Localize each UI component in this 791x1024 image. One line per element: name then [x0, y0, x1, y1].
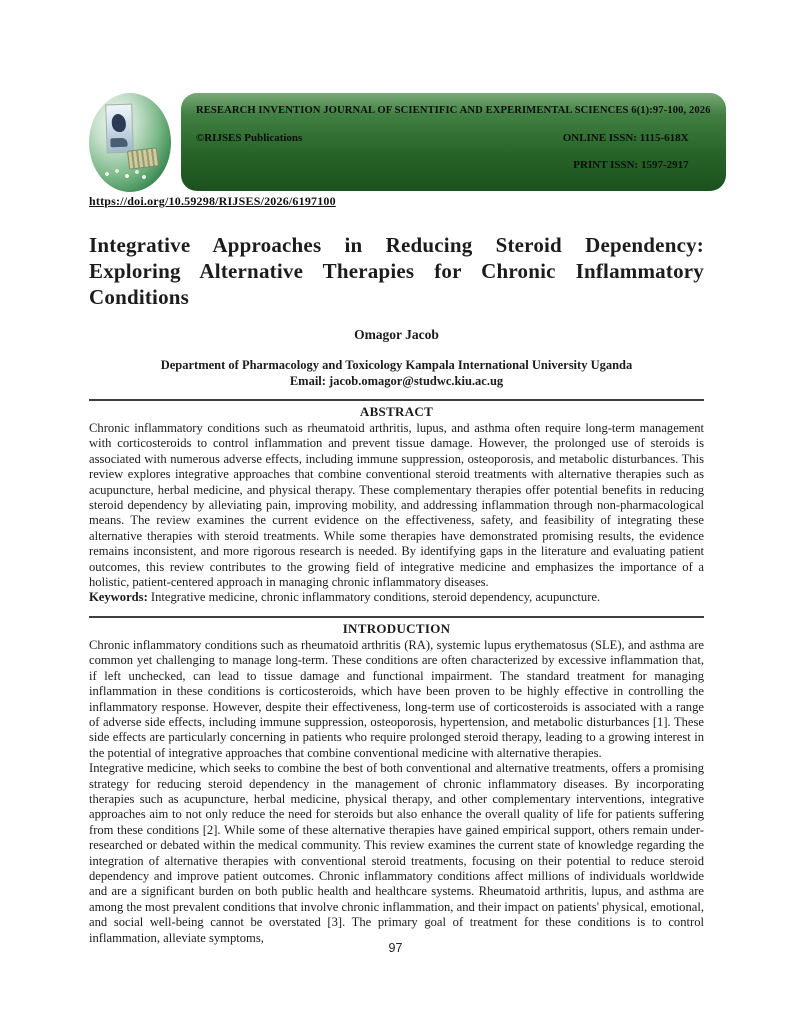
article-title: Integrative Approaches in Reducing Steroid Dependency: Exploring Alternative Therapies for Chronic Inflammatory Conditions: [89, 233, 704, 309]
abstract-heading: ABSTRACT: [359, 404, 434, 419]
doi-link[interactable]: https://doi.org/10.59298/RIJSES/2026/6197100: [89, 194, 336, 208]
journal-banner: [181, 93, 726, 191]
lab-equipment-icon: [127, 147, 159, 170]
scientist-figure-icon: [111, 114, 126, 132]
author-affiliation: Department of Pharmacology and Toxicology Kampala International University Uganda: [160, 358, 633, 372]
intro-paragraph-1: Chronic inflammatory conditions such as rheumatoid arthritis (RA), systemic lupus erythematosus (SLE), and asthma are common yet challenging to manage long-term. These conditions are often characterized by excessive inflammation that, if left unchecked, can lead to tissue damage and functional impairment. The standard treatment for managing inflammation in these conditions is corticosteroids, which have been proven to be highly effective in controlling the inflammatory response. However, despite their effectiveness, long-term use of corticosteroids is associated with a range of adverse side effects, including immune suppression, osteoporosis, hypertension, and metabolic disturbances [1]. These side effects are particularly concerning in patients who require prolonged steroid therapy, leading to a growing interest in the potential of integrative approaches that combine conventional medicine with alternative therapies.: [89, 637, 704, 760]
divider-abstract: [89, 399, 704, 401]
journal-logo: [89, 93, 171, 192]
print-issn: PRINT ISSN: 1597-2917: [573, 159, 689, 171]
keywords-text: Integrative medicine, chronic inflammatory conditions, steroid dependency, acupuncture.: [147, 590, 601, 605]
author-email: Email: jacob.omagor@studwc.kiu.ac.ug: [289, 374, 504, 388]
publisher-label: ©RIJSES Publications: [196, 132, 303, 144]
keywords-label: Keywords:: [89, 590, 148, 605]
decorative-dots: [103, 168, 147, 180]
page-number: 97: [388, 941, 403, 955]
microscope-photo-icon: [105, 104, 134, 154]
intro-paragraph-2: Integrative medicine, which seeks to combine the best of both conventional and alternative treatments, offers a promising strategy for reducing steroid dependency in the management of chronic inflammatory diseases. By incorporating therapies such as acupuncture, herbal medicine, physical therapy, and other complementary interventions, integrative approaches aim to not only reduce the need for steroids but also enhance the overall quality of life for patients suffering from these conditions [2]. While some of these alternative therapies have gained empirical support, others remain under-researched or debated within the medical community. This review examines the current state of knowledge regarding the integration of alternative therapies with conventional steroid treatments, focusing on their potential to reduce steroid dependency and improve patient outcomes. Chronic inflammatory conditions affect millions of individuals worldwide and are a significant burden on both public health and healthcare systems. Rheumatoid arthritis, lupus, and asthma are among the most prevalent conditions that involve chronic inflammation, and their impact on patients' physical, emotional, and social well-being cannot be overstated [3]. The primary goal of treatment for these conditions is to control inflammation, alleviate symptoms,: [89, 761, 704, 945]
journal-header: [89, 93, 711, 191]
introduction-heading: INTRODUCTION: [342, 620, 451, 636]
divider-introduction: [89, 616, 704, 618]
author-name: Omagor Jacob: [354, 327, 439, 342]
keywords-line: [89, 590, 704, 605]
microscope-icon: [110, 138, 127, 148]
online-issn: ONLINE ISSN: 1115-618X: [562, 132, 689, 144]
journal-title-line: RESEARCH INVENTION JOURNAL OF SCIENTIFIC AND EXPERIMENTAL SCIENCES 6(1):97-100, 2026: [196, 105, 711, 116]
abstract-body: Chronic inflammatory conditions such as rheumatoid arthritis, lupus, and asthma often require long-term management with corticosteroids to control inflammation and prevent tissue damage. However, the prolonged use of steroids is associated with numerous adverse effects, including immune suppression, osteoporosis, and metabolic disturbances. This review explores integrative approaches that combine conventional steroid treatments with alternative therapies such as acupuncture, herbal medicine, and physical therapy. These complementary therapies offer potential benefits in reducing steroid dependency by alleviating pain, improving mobility, and addressing inflammation through non-pharmacological means. The review examines the current evidence on the effectiveness, safety, and feasibility of integrating these alternative therapies with steroid treatments. While some therapies have demonstrated promising results, the evidence remains inconsistent, and more rigorous research is needed. By identifying gaps in the literature and evaluating patient outcomes, this review contributes to the growing field of integrative medicine and emphasizes the importance of a holistic, patient-centered approach in managing chronic inflammatory diseases.: [89, 421, 704, 590]
